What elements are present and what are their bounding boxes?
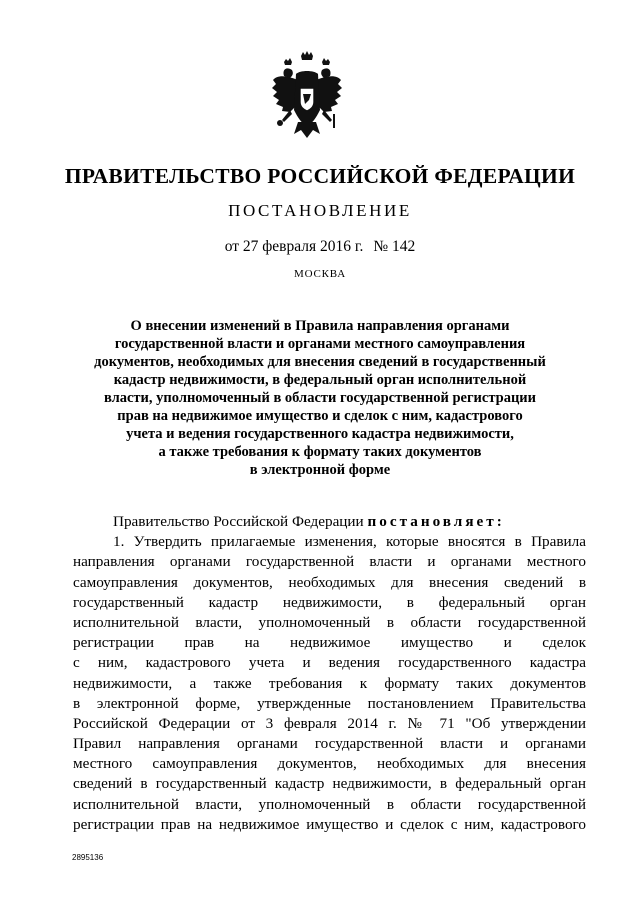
title-line: государственной власти и органами местного самоуправления (114, 336, 526, 352)
preamble-text: Правительство Российской Федерации (113, 513, 368, 530)
body-line: Российской Федерации от 3 февраля 2014 г. № 71 "Об утверждении (73, 714, 586, 732)
body-line: исполнительной власти, уполномоченный в области государственной (73, 613, 586, 631)
title-line: власти, уполномоченный в области государственной регистрации (103, 390, 537, 406)
body-line: сведений в государственный кадастр недвижимости, в федеральный орган (73, 775, 586, 793)
body-line: Правил направления органами государственной власти и органами (73, 735, 586, 753)
document-body (73, 512, 586, 835)
title-line: документов, необходимых для внесения сведений в государственный (94, 354, 546, 370)
document-date: от 27 февраля 2016 г. (224, 238, 364, 255)
body-line: местного самоуправления документов, необходимых для внесения (73, 755, 586, 773)
document-title (70, 317, 570, 479)
body-line: в электронной форме, утвержденные постановлением Правительства (73, 694, 586, 712)
title-line: в электронной форме (249, 462, 391, 478)
title-line: прав на недвижимое имущество и сделок с ним, кадастрового (117, 408, 523, 424)
title-line: учета и ведения государственного кадастра недвижимости, (126, 426, 514, 442)
document-number: № 142 (373, 238, 416, 255)
title-line: О внесении изменений в Правила направления органами (130, 318, 510, 334)
preamble-emphasis: постановляет: (367, 513, 505, 530)
body-line: регистрации прав на недвижимое имущество и сделок с ним, кадастрового (73, 815, 586, 833)
body-line: направления органами государственной власти и органами местного (73, 553, 586, 571)
title-line: кадастр недвижимости, в федеральный орган исполнительной (113, 372, 527, 388)
body-line: недвижимости, а также требования к формату таких документов (73, 674, 586, 692)
coat-of-arms-icon (270, 50, 344, 146)
body-line: 1. Утвердить прилагаемые изменения, которые вносятся в Правила (113, 533, 586, 551)
body-line: исполнительной власти, уполномоченный в области государственной (73, 795, 586, 813)
government-name: ПРАВИТЕЛЬСТВО РОССИЙСКОЙ ФЕДЕРАЦИИ (64, 164, 576, 188)
title-line: а также требования к формату таких документов (158, 444, 482, 460)
preamble (73, 512, 586, 532)
document-type: ПОСТАНОВЛЕНИЕ (228, 201, 412, 220)
document-code: 2895136 (72, 853, 104, 862)
date-number-line (0, 238, 640, 256)
body-line: с ним, кадастрового учета и ведения государственного кадастра (73, 654, 586, 672)
body-line: государственный кадастр недвижимости, в федеральный орган (73, 593, 586, 611)
city: МОСКВА (294, 268, 346, 280)
body-line: регистрации прав на недвижимое имущество и сделок (73, 634, 586, 652)
body-line: самоуправления документов, необходимых для внесения сведений в (73, 573, 586, 591)
